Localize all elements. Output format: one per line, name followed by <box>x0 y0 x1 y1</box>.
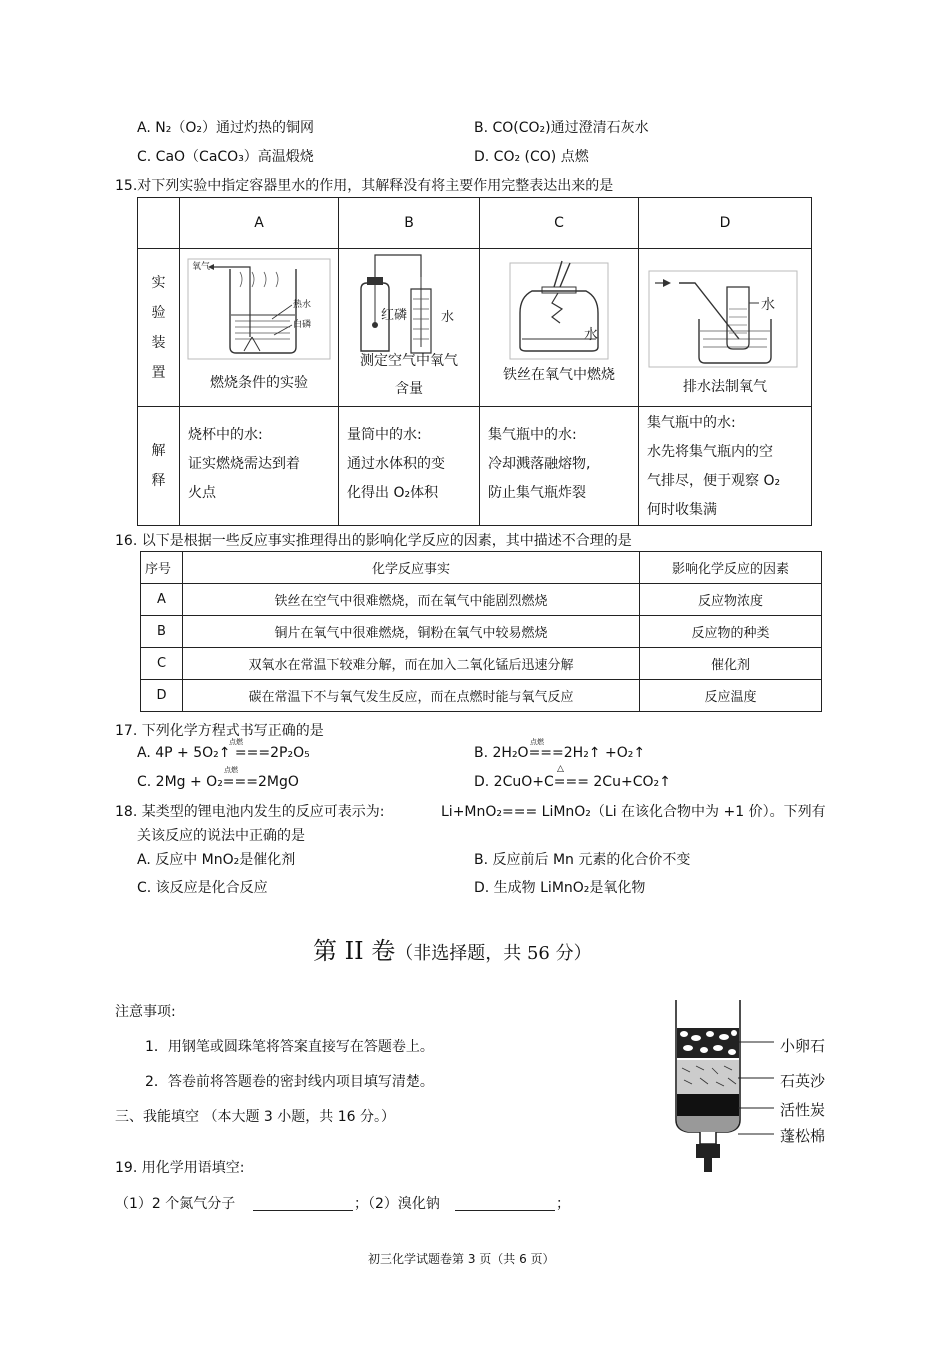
q15-a-oxygen-label: 氧气 <box>192 262 211 272</box>
page-footer: 初三化学试题卷第 3 页（共 6 页） <box>368 1252 555 1266</box>
notice-heading: 注意事项: <box>115 1004 176 1020</box>
q15-a-white-p-label: 白磷 <box>293 320 312 330</box>
part3-heading: 三、我能填空 （本大题 3 小题，共 16 分。） <box>115 1109 395 1125</box>
q15-caption-d: 排水法制氧气 <box>683 379 767 395</box>
q15-device-b <box>339 249 480 407</box>
q19-end: ； <box>556 1196 570 1212</box>
q18-equation: Li+MnO₂=== LiMnO₂（Li 在该化合物中为 +1 价）。下列有 <box>441 804 826 820</box>
q15-explain-c: 集气瓶中的水: 冷却溅落融熔物, 防止集气瓶炸裂 <box>480 407 639 526</box>
q15-stem: 15.对下列实验中指定容器里水的作用，其解释没有将主要作用完整表达出来的是 <box>115 178 614 194</box>
q18-stem-2: 关该反应的说法中正确的是 <box>137 828 305 844</box>
q15-row-label-device: 实 验 装 置 <box>138 249 180 407</box>
q16-header-factor: 影响化学反应的因素 <box>640 552 822 584</box>
table-row: A 铁丝在空气中很难燃烧，而在氧气中能剧烈燃烧 反应物浓度 <box>141 584 822 616</box>
q15-c-water-label: 水 <box>584 327 598 343</box>
q19-part-2: ；（2）溴化钠 <box>354 1196 440 1212</box>
q15-header-a: A <box>180 198 339 249</box>
q15-explain-d: 集气瓶中的水: 水先将集气瓶内的空 气排尽，便于观察 O₂ 何时收集满 <box>639 407 812 526</box>
filter-label-carbon: 活性炭 <box>780 1101 826 1119</box>
q16-header-no: 序号 <box>141 552 183 584</box>
q15-device-c <box>480 249 639 407</box>
q17-option-d: D. 2CuO+C=== 2Cu+CO₂↑ <box>474 774 671 790</box>
iron-wire-burning-apparatus-icon <box>480 257 639 367</box>
q15-header-d: D <box>639 198 812 249</box>
q18-stem-1: 18. 某类型的锂电池内发生的反应可表示为: <box>115 804 385 820</box>
q17-option-c: C. 2Mg + O₂===2MgO <box>137 774 299 790</box>
q19-stem: 19. 用化学用语填空: <box>115 1160 245 1176</box>
q16-table <box>140 551 822 712</box>
notice-item-2: 2．答卷前将答题卷的密封线内项目填写清楚。 <box>145 1074 434 1090</box>
q14-option-b: B. CO(CO₂)通过澄清石灰水 <box>474 120 649 136</box>
q17-stem: 17. 下列化学方程式书写正确的是 <box>115 723 324 739</box>
q16-header-fact: 化学反应事实 <box>183 552 640 584</box>
filter-label-cotton: 蓬松棉 <box>780 1127 826 1145</box>
q15-device-d <box>639 249 812 407</box>
q15-caption-a: 燃烧条件的实验 <box>210 375 308 391</box>
filter-label-pebble: 小卵石 <box>780 1037 826 1055</box>
q16-stem: 16. 以下是根据一些反应事实推理得出的影响化学反应的因素，其中描述不合理的是 <box>115 533 632 549</box>
oxygen-measure-apparatus-icon <box>339 249 480 359</box>
q15-caption-b-1: 测定空气中氧气 <box>360 353 458 369</box>
q15-explain-a: 烧杯中的水: 证实燃烧需达到着 火点 <box>180 407 339 526</box>
q18-option-b: B. 反应前后 Mn 元素的化合价不变 <box>474 852 691 868</box>
q15-device-a <box>180 249 339 407</box>
q15-a-hot-water-label: 热水 <box>293 300 312 310</box>
q15-b-water-label: 水 <box>441 310 455 325</box>
q17-option-b: B. 2H₂O===2H₂↑ +O₂↑ <box>474 745 646 761</box>
q15-d-water-label: 水 <box>761 297 775 313</box>
q19-blank-1[interactable] <box>253 1210 353 1211</box>
table-row: B 铜片在氧气中很难燃烧，铜粉在氧气中较易燃烧 反应物的种类 <box>141 616 822 648</box>
table-row: D 碳在常温下不与氧气发生反应，而在点燃时能与氧气反应 反应温度 <box>141 680 822 712</box>
q15-table <box>137 197 812 526</box>
q17-c-condition: 点燃 <box>224 766 238 774</box>
q15-header-c: C <box>480 198 639 249</box>
q15-explain-b: 量筒中的水: 通过水体积的变 化得出 O₂体积 <box>339 407 480 526</box>
q14-option-a: A. N₂（O₂）通过灼热的铜网 <box>137 120 314 136</box>
table-row: C 双氧水在常温下较难分解，而在加入二氧化锰后迅速分解 催化剂 <box>141 648 822 680</box>
q18-option-a: A. 反应中 MnO₂是催化剂 <box>137 852 296 868</box>
water-displacement-apparatus-icon <box>639 263 812 373</box>
notice-item-1: 1．用钢笔或圆珠笔将答案直接写在答题卷上。 <box>145 1039 434 1055</box>
q14-option-d: D. CO₂ (CO) 点燃 <box>474 149 589 165</box>
q14-option-c: C. CaO（CaCO₃）高温煅烧 <box>137 149 314 165</box>
q15-row-label-explain: 解 释 <box>138 407 180 526</box>
q18-option-d: D. 生成物 LiMnO₂是氧化物 <box>474 880 646 896</box>
q15-b-red-p-label: 红磷 <box>381 308 408 323</box>
q18-option-c: C. 该反应是化合反应 <box>137 880 268 896</box>
q17-a-condition: 点燃 <box>229 738 243 746</box>
combustion-apparatus-icon <box>180 257 339 367</box>
q15-caption-b-2: 含量 <box>395 381 423 397</box>
q15-header-b: B <box>339 198 480 249</box>
q17-b-condition: 点燃 <box>530 738 544 746</box>
q15-caption-c: 铁丝在氧气中燃烧 <box>503 367 615 383</box>
filter-label-sand: 石英沙 <box>780 1072 826 1090</box>
q17-option-a: A. 4P + 5O₂↑ ===2P₂O₅ <box>137 745 310 761</box>
section-title: 第 II 卷（非选择题，共 56 分） <box>313 937 592 965</box>
q19-part-1: （1）2 个氮气分子 <box>115 1196 236 1212</box>
q19-blank-2[interactable] <box>455 1210 555 1211</box>
q17-d-condition: △ <box>557 764 564 774</box>
